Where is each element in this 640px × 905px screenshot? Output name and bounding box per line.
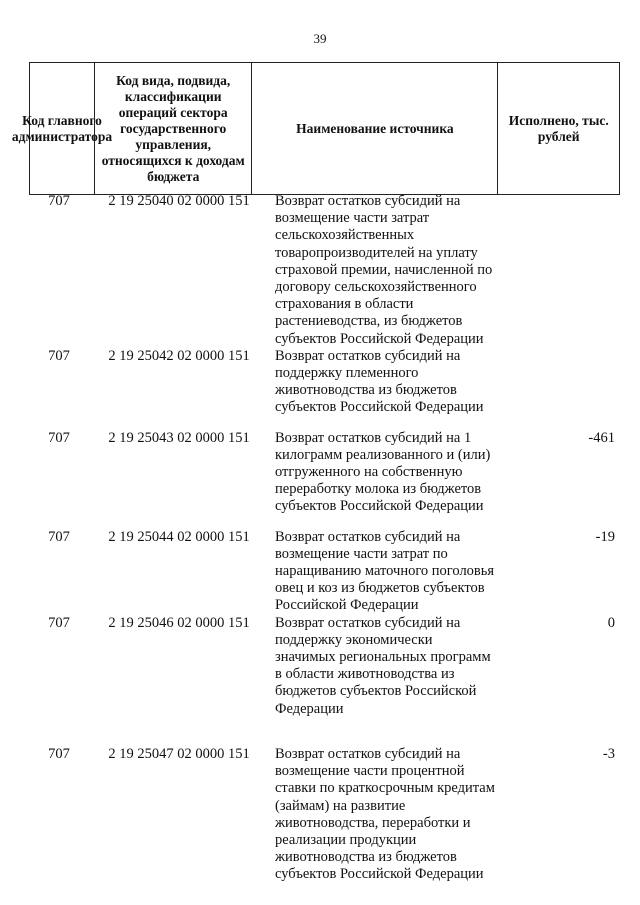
classification-code-cell: 2 19 25047 02 0000 151 — [108, 745, 250, 762]
table-row — [29, 193, 620, 348]
classification-code-cell: 2 19 25044 02 0000 151 — [108, 528, 250, 545]
source-name-cell: Возврат остатков субсидий на возмещение части затрат сельскохозяйственных товаропроизводителей на уплату страховой премии, начисленной по договору сельскохозяйственного страхования в области растениеводства, из бюджетов субъектов Российской Федерации — [275, 193, 493, 347]
amount-cell: -461 — [588, 429, 615, 446]
amount-cell: -3 — [602, 745, 615, 762]
table-row — [29, 746, 620, 884]
classification-code-cell: 2 19 25046 02 0000 151 — [108, 614, 250, 631]
header-admin-code: Код главного администратора — [11, 112, 113, 144]
table-body — [29, 193, 620, 884]
page-number: 39 — [313, 31, 327, 46]
classification-code-cell: 2 19 25042 02 0000 151 — [108, 347, 250, 364]
admin-code-cell: 707 — [48, 193, 70, 209]
header-executed: Исполнено, тыс. рублей — [497, 63, 619, 194]
classification-code-cell: 2 19 25043 02 0000 151 — [108, 429, 250, 446]
source-name-cell: Возврат остатков субсидий на поддержку экономически значимых региональных программ в области животноводства из бюджетов субъектов Российской Федерации — [275, 614, 491, 717]
table-row — [29, 615, 620, 718]
classification-code-cell: 2 19 25040 02 0000 151 — [108, 193, 250, 209]
amount-cell: -19 — [595, 528, 615, 545]
amount-cell — [498, 193, 620, 348]
table-row — [29, 348, 620, 417]
table-row — [29, 529, 620, 615]
admin-code-cell: 707 — [48, 745, 70, 762]
amount-cell: 0 — [607, 614, 615, 631]
amount-cell — [498, 348, 620, 417]
source-name-cell: Возврат остатков субсидий на возмещение части затрат по наращиванию маточного поголовья овец и коз из бюджетов субъектов Российской Федерации — [275, 528, 495, 614]
table-row — [29, 430, 620, 516]
source-name-cell: Возврат остатков субсидий на поддержку племенного животноводства из бюджетов субъектов Российской Федерации — [275, 347, 484, 416]
header-source-name: Наименование источника — [251, 63, 497, 194]
source-name-cell: Возврат остатков субсидий на возмещение части процентной ставки по краткосрочным кредитам (займам) на развитие животноводства, переработки и реализации продукции животноводства из бюджетов субъектов Российской Федерации — [275, 745, 495, 883]
source-name-cell: Возврат остатков субсидий на 1 килограмм реализованного и (или) отгруженного на собственную переработку молока из бюджетов субъектов Российской Федерации — [275, 429, 491, 515]
admin-code-cell: 707 — [48, 429, 70, 446]
table-header — [11, 62, 620, 195]
header-classification-code: Код вида, подвида, классификации операций сектора государственного управления, относящихся к доходам бюджета — [94, 63, 251, 194]
admin-code-cell: 707 — [48, 528, 70, 545]
admin-code-cell: 707 — [48, 614, 70, 631]
budget-table — [11, 62, 620, 884]
admin-code-cell: 707 — [48, 347, 70, 364]
